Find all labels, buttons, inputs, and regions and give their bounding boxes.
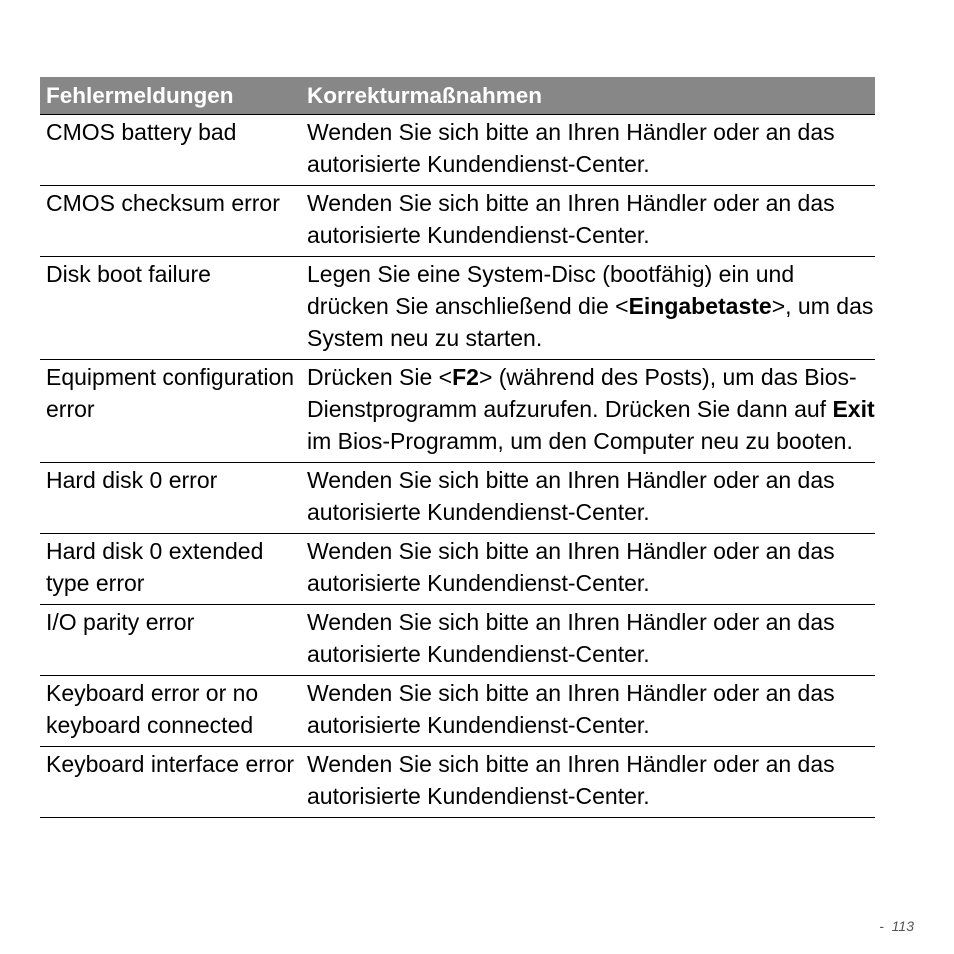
table-row [40, 360, 875, 463]
action-text: Legen Sie eine System-Disc (bootfähig) ein und drücken Sie anschließend die < [307, 261, 795, 319]
table-body [40, 115, 875, 818]
table-row [40, 186, 875, 257]
corrective-action-cell: Wenden Sie sich bitte an Ihren Händler oder an das autorisierte Kundendienst-Center. [302, 186, 875, 257]
key-name-eingabetaste: Eingabetaste [628, 293, 772, 319]
table-header [40, 77, 875, 115]
column-header-corrective-actions: Korrekturmaßnahmen [302, 77, 875, 115]
menu-name-exit: Exit [832, 396, 875, 422]
corrective-action-cell: Wenden Sie sich bitte an Ihren Händler oder an das autorisierte Kundendienst-Center. [302, 747, 875, 818]
error-message-cell: Disk boot failure [40, 257, 302, 360]
error-message-cell: Equipment configuration error [40, 360, 302, 463]
corrective-action-cell: Wenden Sie sich bitte an Ihren Händler oder an das autorisierte Kundendienst-Center. [302, 115, 875, 186]
column-header-error-messages: Fehlermeldungen [40, 77, 302, 115]
corrective-action-cell [302, 360, 875, 463]
error-message-cell: I/O parity error [40, 605, 302, 676]
table-row [40, 463, 875, 534]
table-row [40, 605, 875, 676]
table-row [40, 747, 875, 818]
corrective-action-cell: Wenden Sie sich bitte an Ihren Händler oder an das autorisierte Kundendienst-Center. [302, 605, 875, 676]
corrective-action-cell [302, 257, 875, 360]
table-row [40, 257, 875, 360]
corrective-action-cell: Wenden Sie sich bitte an Ihren Händler oder an das autorisierte Kundendienst-Center. [302, 463, 875, 534]
error-message-cell: Hard disk 0 error [40, 463, 302, 534]
table-row [40, 534, 875, 605]
key-name-f2: F2 [452, 364, 479, 390]
action-text: im Bios-Programm, um den Computer neu zu booten. [307, 428, 853, 454]
error-message-table [40, 77, 875, 818]
corrective-action-cell: Wenden Sie sich bitte an Ihren Händler oder an das autorisierte Kundendienst-Center. [302, 676, 875, 747]
error-message-cell: Keyboard error or no keyboard connected [40, 676, 302, 747]
error-message-cell: CMOS battery bad [40, 115, 302, 186]
action-text: > (während des Posts), um das Bios-Dienstprogramm aufzurufen. Drücken Sie dann auf [307, 364, 857, 422]
error-message-cell: Hard disk 0 extended type error [40, 534, 302, 605]
corrective-action-cell: Wenden Sie sich bitte an Ihren Händler oder an das autorisierte Kundendienst-Center. [302, 534, 875, 605]
action-text: >, um das System neu zu starten. [307, 293, 874, 351]
table-row [40, 115, 875, 186]
page-number: - 113 [879, 918, 914, 934]
table-row [40, 676, 875, 747]
action-text: Drücken Sie < [307, 364, 453, 390]
table-header-row [40, 77, 875, 115]
error-message-cell: Keyboard interface error [40, 747, 302, 818]
error-message-cell: CMOS checksum error [40, 186, 302, 257]
